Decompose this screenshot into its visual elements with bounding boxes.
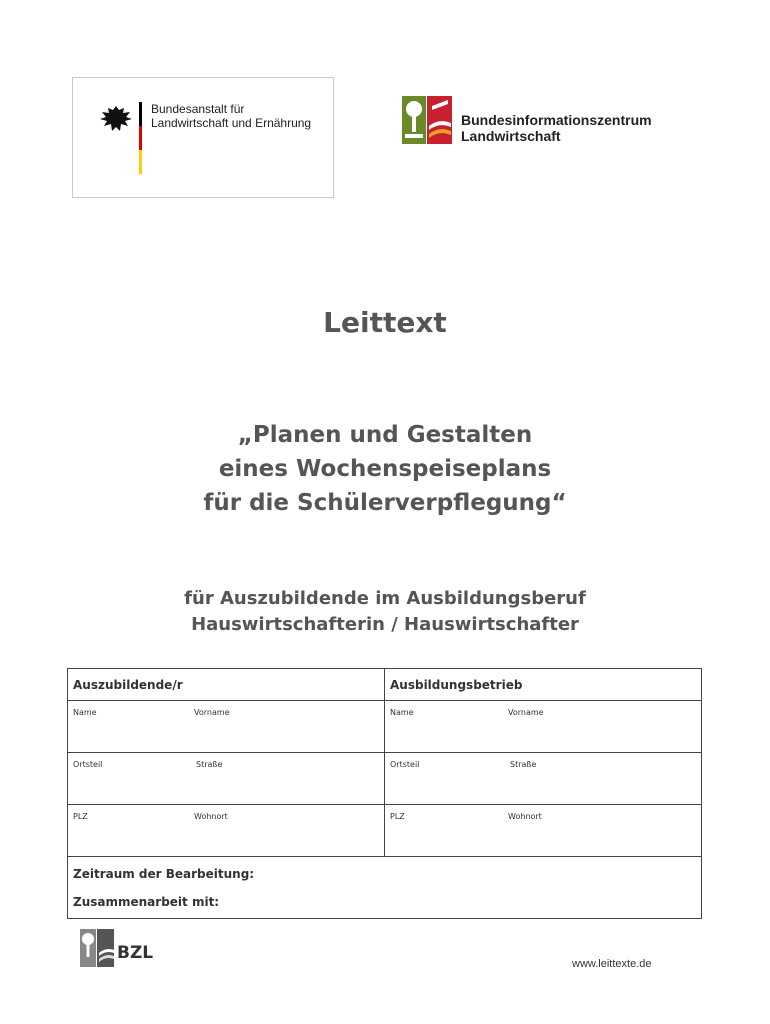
cooperation-label: Zusammenarbeit mit: [73,895,220,909]
company-header: Ausbildungsbetrieb [385,669,702,701]
period-label: Zeitraum der Bearbeitung: [73,867,255,881]
ble-logo-box [72,77,334,198]
processing-details-field[interactable] [68,857,702,919]
company-postcode-field[interactable]: PLZ Wohnort [385,805,702,857]
trainee-name-field[interactable]: Name Vorname [68,701,385,753]
company-district-field[interactable]: Ortsteil Straße [385,753,702,805]
trainee-postcode-field[interactable]: PLZ Wohnort [68,805,385,857]
trainee-header: Auszubildende/r [68,669,385,701]
bzl-tree-logo-icon [402,96,452,144]
bzl-tree-small-icon [80,929,114,967]
target-audience: für Auszubildende im Ausbildungsberuf Hauswirtschafterin / Hauswirtschafter [184,588,586,635]
website-url[interactable]: www.leittexte.de [572,958,652,970]
federal-eagle-icon [99,104,133,134]
trainee-info-form [67,668,702,919]
company-name-field[interactable]: Name Vorname [385,701,702,753]
trainee-district-field[interactable]: Ortsteil Straße [68,753,385,805]
bzl-footer-logo: BZL [80,929,160,969]
page-title: Leittext [323,306,447,339]
document-subtitle: „Planen und Gestalten eines Wochenspeiseplans für die Schülerverpflegung“ [203,422,567,516]
bzl-logo-text: Bundesinformationszentrum Landwirtschaft [461,112,652,144]
ble-logo-text: Bundesanstalt für Landwirtschaft und Ernährung [151,102,312,130]
german-flag-bar [139,102,142,174]
